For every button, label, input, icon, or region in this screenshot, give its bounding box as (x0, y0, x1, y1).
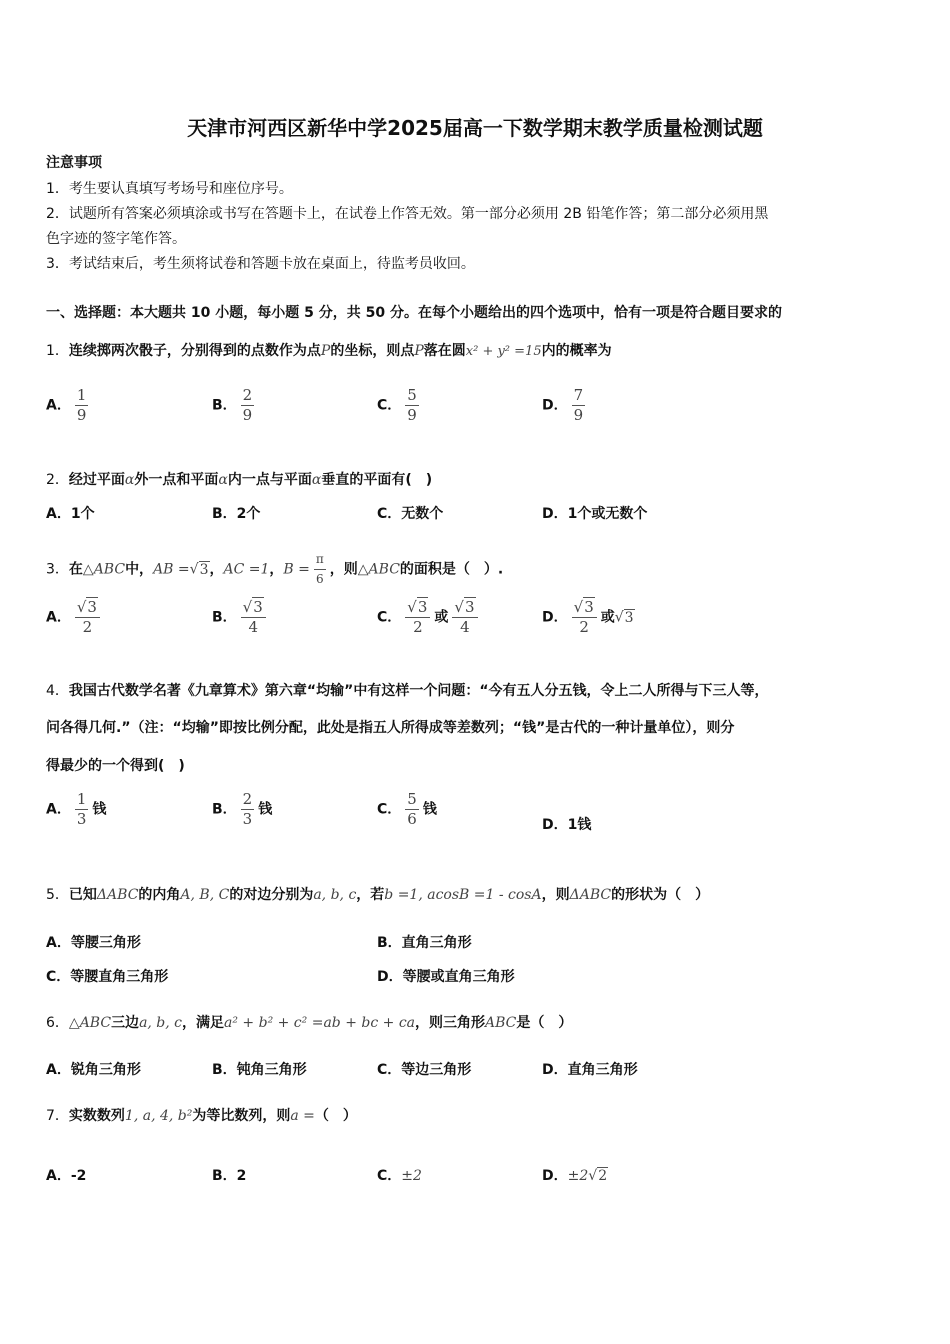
notes-item-1: 1．考生要认真填写考场号和座位序号。 (46, 181, 293, 197)
q7-option-a[interactable]: A．-2 (46, 1168, 87, 1184)
question-2: 2．经过平面α外一点和平面α内一点与平面α垂直的平面有( ) (46, 472, 433, 488)
q6-option-b[interactable]: B．钝角三角形 (212, 1062, 307, 1078)
q1-option-b[interactable]: B． $\frac{2}{9}$ (212, 386, 253, 424)
q4-option-d[interactable]: D．1钱 (542, 817, 592, 833)
q2-option-b[interactable]: B．2个 (212, 506, 261, 522)
q3-option-d[interactable]: D． $\frac{√3}{2}$ 或√3 (542, 598, 634, 636)
question-4-line-1: 4．我国古代数学名著《九章算术》第六章“均输”中有这样一个问题：“今有五人分五钱，令上二人所得与下三人等， (46, 683, 769, 699)
q6-option-a[interactable]: A．锐角三角形 (46, 1062, 141, 1078)
question-1: 1．连续掷两次骰子，分别得到的点数作为点P的坐标，则点P落在圆x² + y² =15内的概率为 (46, 343, 612, 359)
notes-item-2-cont: 色字迹的签字笔作答。 (46, 231, 186, 247)
page-title: 天津市河西区新华中学2025届高一下数学期末教学质量检测试题 (187, 116, 763, 140)
notes-heading: 注意事项 (46, 155, 102, 171)
q5-option-b[interactable]: B．直角三角形 (377, 935, 472, 951)
q1-option-d[interactable]: D． $\frac{7}{9}$ (542, 386, 584, 424)
q1-option-c[interactable]: C． $\frac{5}{9}$ (377, 386, 417, 424)
question-6: 6．△ABC三边a, b, c，满足a² + b² + c² =ab + bc + ca，则三角形ABC是（ ） (46, 1015, 573, 1031)
question-7: 7．实数数列1, a, 4, b²为等比数列，则a =（ ） (46, 1108, 357, 1124)
q6-option-c[interactable]: C．等边三角形 (377, 1062, 472, 1078)
notes-item-2: 2．试题所有答案必须填涂或书写在答题卡上，在试卷上作答无效。第一部分必须用 2B 铅笔作答；第二部分必须用黑 (46, 206, 769, 222)
q6-option-d[interactable]: D．直角三角形 (542, 1062, 638, 1078)
section-heading: 一、选择题：本大题共 10 小题，每小题 5 分，共 50 分。在每个小题给出的四个选项中，恰有一项是符合题目要求的 (46, 305, 782, 321)
circle-equation: x² + y² =15 (465, 344, 542, 359)
q3-option-a[interactable]: A． $\frac{√3}{2}$ (46, 598, 104, 637)
question-number: 1． (46, 343, 69, 359)
question-3: 3．在△ABC中，AB =√3，AC =1，B = $\frac{\pi}{6}$ ，则△ABC的面积是（ ）. (46, 552, 504, 586)
q2-option-c[interactable]: C．无数个 (377, 506, 444, 522)
notes-item-3: 3．考试结束后，考生须将试卷和答题卡放在桌面上，待监考员收回。 (46, 256, 475, 272)
q5-option-d[interactable]: D．等腰或直角三角形 (377, 969, 515, 985)
q5-option-a[interactable]: A．等腰三角形 (46, 935, 141, 951)
question-5: 5．已知ΔABC的内角A, B, C的对边分别为a, b, c，若b =1, acosB =1 - cosA，则ΔABC的形状为（ ） (46, 887, 710, 903)
q3-option-b[interactable]: B． $\frac{√3}{4}$ (212, 598, 270, 637)
q7-option-d[interactable]: D．±2√2 (542, 1168, 608, 1184)
q4-option-b[interactable]: B． $\frac{2}{3}$ 钱 (212, 790, 273, 828)
q2-option-d[interactable]: D．1个或无数个 (542, 506, 648, 522)
question-4-line-3: 得最少的一个得到( ) (46, 758, 185, 774)
q4-option-a[interactable]: A． $\frac{1}{3}$ 钱 (46, 790, 107, 828)
question-4-line-2: 问各得几何.”（注：“均输”即按比例分配，此处是指五人所得成等差数列；“钱”是古代的一种计量单位），则分 (46, 720, 735, 736)
q5-option-c[interactable]: C．等腰直角三角形 (46, 969, 169, 985)
q1-option-a[interactable]: A． $\frac{1}{9}$ (46, 386, 87, 424)
q4-option-c[interactable]: C． $\frac{5}{6}$ 钱 (377, 790, 437, 828)
q7-option-c[interactable]: C．±2 (377, 1168, 422, 1184)
q2-option-a[interactable]: A．1个 (46, 506, 95, 522)
q7-option-b[interactable]: B．2 (212, 1168, 247, 1184)
q3-option-c[interactable]: C． $\frac{√3}{2}$ 或 $\frac{√3}{4}$ (377, 598, 482, 637)
